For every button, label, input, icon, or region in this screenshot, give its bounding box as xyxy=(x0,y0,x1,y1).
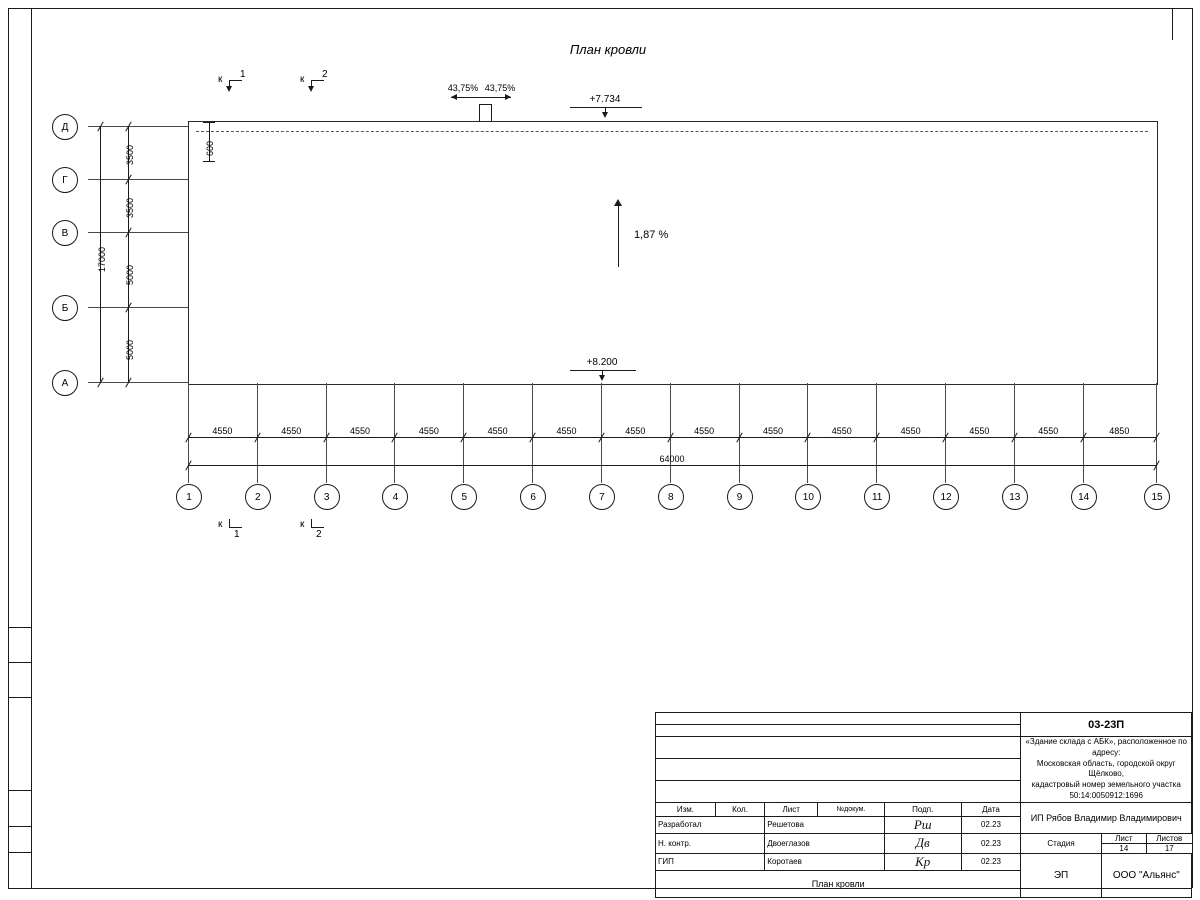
section-mark-3-tick xyxy=(229,519,230,528)
axis-bubble-3-label: 3 xyxy=(323,491,330,503)
grid-line-7 xyxy=(601,383,602,483)
margin-box-5 xyxy=(8,826,31,827)
elevation-label-2: +8.200 xyxy=(586,357,618,368)
hdim-label-13: 4550 xyxy=(1038,426,1059,436)
hdim-label-4: 4550 xyxy=(418,426,439,436)
section-mark-1-arrow xyxy=(226,86,232,92)
elevation-label-1: +7.734 xyxy=(589,94,621,105)
axis-bubble-2-label: 2 xyxy=(255,491,261,503)
axis-bubble-a[interactable] xyxy=(52,370,78,396)
stamp-col-list: Лист xyxy=(765,802,818,816)
stamp-blank-a2 xyxy=(656,725,1021,737)
drain-line-right xyxy=(491,104,492,121)
axis-bubble-4[interactable] xyxy=(382,484,408,510)
axis-bubble-9-label: 9 xyxy=(736,491,743,503)
margin-box-1 xyxy=(8,627,31,628)
axis-bubble-b[interactable] xyxy=(52,295,78,321)
section-mark-2-arrow xyxy=(308,86,314,92)
stamp-stage-header: Стадия xyxy=(1021,833,1101,853)
stamp-sheet-header: Лист xyxy=(1102,834,1147,844)
axis-bubble-6[interactable] xyxy=(520,484,546,510)
slope-arrow-shaft xyxy=(618,205,619,267)
stamp-date-3: 02.23 xyxy=(961,853,1021,870)
axis-bubble-7[interactable] xyxy=(589,484,615,510)
axis-bubble-11[interactable] xyxy=(864,484,890,510)
sheet-border-right xyxy=(1192,8,1193,888)
hdim-label-8: 4550 xyxy=(694,426,715,436)
sheet-inner-left xyxy=(31,8,32,888)
stamp-object xyxy=(1021,737,1192,803)
stamp-signature-3: Кр xyxy=(884,853,961,870)
drain-line-left xyxy=(479,104,480,121)
axis-bubble-15[interactable] xyxy=(1144,484,1170,510)
stamp-name-3: Коротаев xyxy=(765,853,885,870)
axis-bubble-d[interactable] xyxy=(52,114,78,140)
stamp-sheet-value: 14 xyxy=(1102,843,1147,853)
axis-bubble-15-label: 15 xyxy=(1151,491,1163,503)
stamp-col-podp: Подп. xyxy=(884,802,961,816)
axis-bubble-13[interactable] xyxy=(1002,484,1028,510)
axis-line-d xyxy=(88,126,188,127)
axis-bubble-8-label: 8 xyxy=(667,491,674,503)
stamp-blank-a1 xyxy=(656,713,1021,725)
vdim-total-label: 17000 xyxy=(97,246,107,272)
axis-bubble-g-label: Г xyxy=(62,174,68,186)
roof-outline xyxy=(188,121,1158,385)
stamp-sheet-title: План кровли xyxy=(656,870,1021,897)
axis-bubble-4-label: 4 xyxy=(392,491,399,503)
margin-box-6 xyxy=(8,852,31,853)
hdim-label-6: 4550 xyxy=(556,426,577,436)
axis-bubble-3[interactable] xyxy=(314,484,340,510)
stamp-object-line-2: Московская область, городской округ Щёлково, xyxy=(1036,758,1176,779)
axis-line-b xyxy=(88,307,188,308)
hdim-total-label: 64000 xyxy=(659,454,685,464)
hdim-label-3: 4550 xyxy=(350,426,371,436)
section-mark-3-line xyxy=(229,527,242,528)
title-block xyxy=(655,712,1192,898)
stamp-customer: ИП Рябов Владимир Владимирович xyxy=(1021,802,1192,833)
hdim-label-1: 4550 xyxy=(212,426,233,436)
stamp-col-kol: Кол. xyxy=(715,802,765,816)
axis-line-v xyxy=(88,232,188,233)
stamp-blank-a3 xyxy=(656,737,1021,759)
ridge-dim-line xyxy=(451,97,511,98)
section-mark-4-letter: к xyxy=(300,519,305,530)
grid-line-3 xyxy=(326,383,327,483)
grid-line-6 xyxy=(532,383,533,483)
margin-box-3 xyxy=(8,697,31,698)
axis-bubble-2[interactable] xyxy=(245,484,271,510)
axis-bubble-14[interactable] xyxy=(1071,484,1097,510)
hdim-label-12: 4550 xyxy=(969,426,990,436)
axis-bubble-8[interactable] xyxy=(658,484,684,510)
stamp-col-ndoc: №докум. xyxy=(818,802,885,816)
section-mark-3-number: 1 xyxy=(234,529,240,540)
stamp-object-line-1: «Здание склада с АБК», расположенное по адресу: xyxy=(1025,737,1187,757)
hdim-label-5: 4550 xyxy=(487,426,508,436)
vdim-label-3: 5000 xyxy=(125,339,135,360)
section-mark-2-line xyxy=(311,80,324,81)
stamp-role-1: Разработал xyxy=(656,816,765,833)
grid-line-2 xyxy=(257,383,258,483)
grid-line-9 xyxy=(739,383,740,483)
grid-line-1 xyxy=(188,383,189,483)
stamp-name-2: Двоеглазов xyxy=(765,833,885,853)
hdim-chain-line xyxy=(188,437,1156,438)
sheet-border-left xyxy=(8,8,9,888)
vdim-label-2: 5000 xyxy=(125,264,135,285)
ridge-percent-left: 43,75% xyxy=(447,83,479,93)
stamp-role-3: ГИП xyxy=(656,853,765,870)
hdim-label-10: 4550 xyxy=(831,426,852,436)
page-title: План кровли xyxy=(569,42,647,57)
grid-line-15 xyxy=(1156,383,1157,483)
stamp-sheets-value: 17 xyxy=(1164,843,1174,853)
axis-bubble-1-label: 1 xyxy=(186,491,192,503)
hdim-label-2: 4550 xyxy=(281,426,302,436)
elevation-arrow-1 xyxy=(602,112,608,118)
ridge-percent-right: 43,75% xyxy=(484,83,516,93)
axis-bubble-v-label: В xyxy=(61,227,69,239)
drain-top xyxy=(479,104,492,105)
stamp-stage-value: ЭП xyxy=(1021,853,1101,897)
stamp-object-line-3: кадастровый номер земельного участка 50:14:0050912:1696 xyxy=(1031,780,1181,800)
parapet-dim-label: 600 xyxy=(205,140,215,156)
ridge-arrow-right xyxy=(505,94,511,100)
axis-line-g xyxy=(88,179,188,180)
grid-line-13 xyxy=(1014,383,1015,483)
grid-line-12 xyxy=(945,383,946,483)
hdim-label-11: 4550 xyxy=(900,426,921,436)
vdim-label-0: 3500 xyxy=(125,144,135,165)
stamp-date-2: 02.23 xyxy=(961,833,1021,853)
axis-bubble-a-label: А xyxy=(61,377,69,389)
axis-line-a xyxy=(88,382,188,383)
axis-bubble-10[interactable] xyxy=(795,484,821,510)
sheet-corner-mark xyxy=(1172,8,1192,9)
hdim-total-line xyxy=(188,465,1156,466)
sheet-border-top xyxy=(8,8,1192,9)
stamp-sheets-header: Листов xyxy=(1147,834,1192,844)
axis-bubble-5[interactable] xyxy=(451,484,477,510)
section-mark-4-number: 2 xyxy=(316,529,322,540)
stamp-stage-header-spacer xyxy=(1101,833,1191,853)
parapet-dim-tick-top xyxy=(203,122,215,123)
axis-bubble-12[interactable] xyxy=(933,484,959,510)
axis-bubble-g[interactable] xyxy=(52,167,78,193)
section-mark-4-tick xyxy=(311,519,312,528)
elevation-line-2 xyxy=(570,370,636,371)
slope-arrow-head xyxy=(614,199,622,206)
stamp-date-1: 02.23 xyxy=(961,816,1021,833)
axis-bubble-6-label: 6 xyxy=(530,491,536,503)
slope-label: 1,87 % xyxy=(634,229,669,241)
axis-bubble-d-label: Д xyxy=(61,121,69,133)
roof-parapet-line xyxy=(196,131,1148,132)
vdim-label-1: 3500 xyxy=(125,197,135,218)
axis-bubble-1[interactable] xyxy=(176,484,202,510)
axis-bubble-7-label: 7 xyxy=(599,491,605,503)
hdim-label-14: 4850 xyxy=(1109,426,1130,436)
stamp-col-izm: Изм. xyxy=(656,802,716,816)
hdim-label-9: 4550 xyxy=(762,426,783,436)
sheet-corner-mark2 xyxy=(1172,8,1173,40)
stamp-project-code: 03-23П xyxy=(1021,713,1192,737)
section-mark-1-letter: к xyxy=(218,74,223,85)
section-mark-1-number: 1 xyxy=(240,69,246,80)
section-mark-4-line xyxy=(311,527,324,528)
stamp-signature-2: Дв xyxy=(884,833,961,853)
elevation-line-1 xyxy=(570,107,642,108)
grid-line-14 xyxy=(1083,383,1084,483)
stamp-col-data: Дата xyxy=(961,802,1021,816)
axis-bubble-14-label: 14 xyxy=(1078,491,1090,503)
axis-bubble-b-label: Б xyxy=(61,302,69,314)
ridge-arrow-left xyxy=(451,94,457,100)
stamp-blank-a5 xyxy=(656,780,1021,802)
axis-bubble-11-label: 11 xyxy=(871,491,883,503)
section-mark-2-number: 2 xyxy=(322,69,328,80)
axis-bubble-12-label: 12 xyxy=(940,491,952,503)
parapet-dim-tick-bot xyxy=(203,161,215,162)
stamp-name-1: Решетова xyxy=(765,816,885,833)
axis-bubble-9[interactable] xyxy=(727,484,753,510)
axis-bubble-10-label: 10 xyxy=(802,491,814,503)
axis-bubble-5-label: 5 xyxy=(461,491,468,503)
stamp-company: ООО "Альянс" xyxy=(1101,853,1191,897)
stamp-signature-1: Рш xyxy=(884,816,961,833)
margin-box-4 xyxy=(8,790,31,791)
axis-bubble-v[interactable] xyxy=(52,220,78,246)
elevation-arrow-2 xyxy=(599,375,605,381)
stamp-role-2: Н. контр. xyxy=(656,833,765,853)
section-mark-2-letter: к xyxy=(300,74,305,85)
hdim-label-7: 4550 xyxy=(625,426,646,436)
section-mark-1-line xyxy=(229,80,242,81)
section-mark-3-letter: к xyxy=(218,519,223,530)
margin-box-2 xyxy=(8,662,31,663)
stamp-blank-a4 xyxy=(656,758,1021,780)
axis-bubble-13-label: 13 xyxy=(1009,491,1021,503)
grid-line-8 xyxy=(670,383,671,483)
